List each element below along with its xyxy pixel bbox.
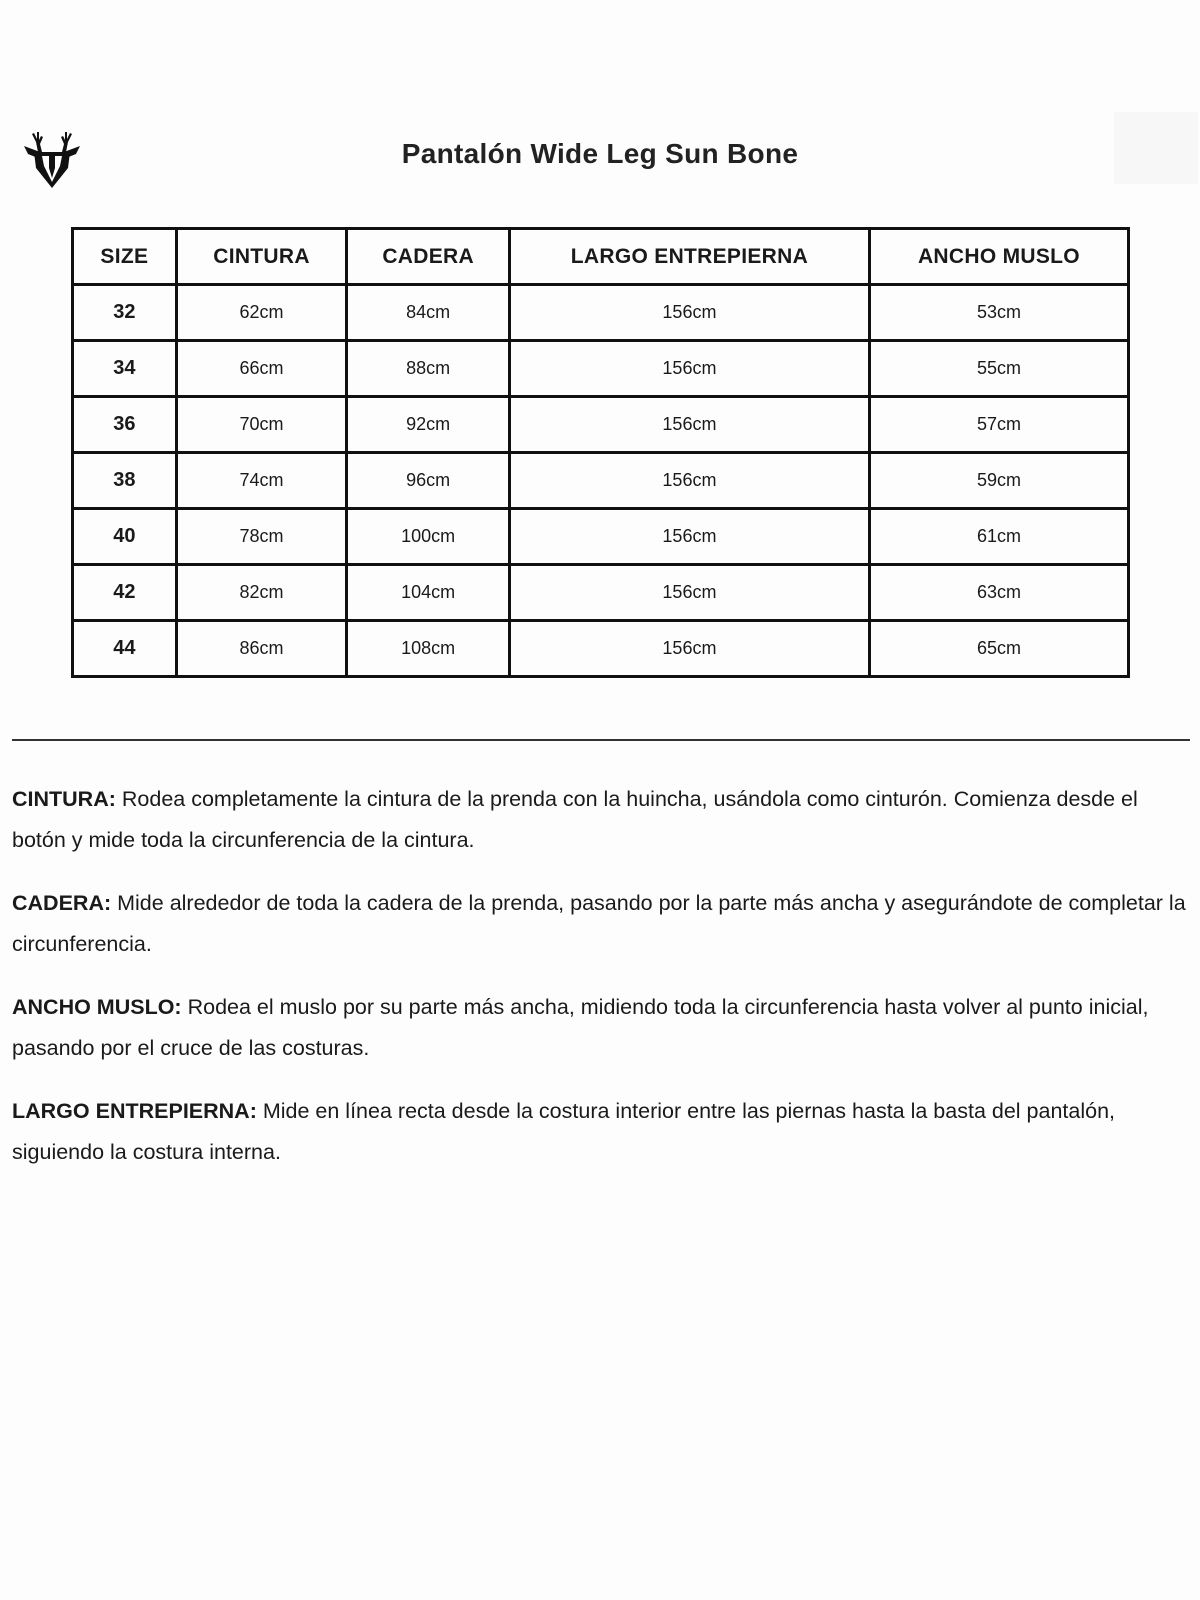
cintura-cell: 62cm — [176, 285, 347, 341]
size-cell: 44 — [73, 621, 177, 677]
cadera-cell: 92cm — [347, 397, 510, 453]
cintura-cell: 78cm — [176, 509, 347, 565]
table-row — [73, 621, 1129, 677]
size-cell: 40 — [73, 509, 177, 565]
table-row — [73, 565, 1129, 621]
size-cell: 38 — [73, 453, 177, 509]
largo-entrepierna-cell: 156cm — [509, 565, 869, 621]
column-header-largo-entrepierna: LARGO ENTREPIERNA — [509, 229, 869, 285]
cadera-cell: 84cm — [347, 285, 510, 341]
largo-entrepierna-cell: 156cm — [509, 285, 869, 341]
cadera-cell: 96cm — [347, 453, 510, 509]
table-row — [73, 453, 1129, 509]
guide-cadera — [12, 883, 1187, 965]
size-cell: 42 — [73, 565, 177, 621]
guide-term: CINTURA: — [12, 787, 116, 811]
table-row — [73, 341, 1129, 397]
cintura-cell: 66cm — [176, 341, 347, 397]
cadera-cell: 108cm — [347, 621, 510, 677]
largo-entrepierna-cell: 156cm — [509, 509, 869, 565]
cadera-cell: 88cm — [347, 341, 510, 397]
ancho-muslo-cell: 53cm — [869, 285, 1128, 341]
column-header-ancho-muslo: ANCHO MUSLO — [869, 229, 1128, 285]
page-title: Pantalón Wide Leg Sun Bone — [401, 138, 799, 169]
size-table — [71, 227, 1130, 678]
column-header-cadera: CADERA — [347, 229, 510, 285]
cintura-cell: 82cm — [176, 565, 347, 621]
guide-text: Mide alrededor de toda la cadera de la prenda, pasando por la parte más ancha y asegurándote de completar la circunferencia. — [12, 891, 1186, 956]
size-cell: 36 — [73, 397, 177, 453]
largo-entrepierna-cell: 156cm — [509, 341, 869, 397]
guide-term: ANCHO MUSLO: — [12, 995, 182, 1019]
largo-entrepierna-cell: 156cm — [509, 453, 869, 509]
guide-text: Rodea el muslo por su parte más ancha, midiendo toda la circunferencia hasta volver al punto inicial, pasando por el cruce de las costuras. — [12, 995, 1149, 1060]
table-header-row — [73, 229, 1129, 285]
ancho-muslo-cell: 61cm — [869, 509, 1128, 565]
largo-entrepierna-cell: 156cm — [509, 621, 869, 677]
ancho-muslo-cell: 59cm — [869, 453, 1128, 509]
guide-term: LARGO ENTREPIERNA: — [12, 1099, 257, 1123]
table-row — [73, 285, 1129, 341]
column-header-size: SIZE — [73, 229, 177, 285]
guide-term: CADERA: — [12, 891, 112, 915]
guide-largo-entrepierna — [12, 1091, 1187, 1173]
largo-entrepierna-cell: 156cm — [509, 397, 869, 453]
size-cell: 34 — [73, 341, 177, 397]
ancho-muslo-cell: 65cm — [869, 621, 1128, 677]
guide-text: Mide en línea recta desde la costura interior entre las piernas hasta la basta del pantalón, siguiendo la costura interna. — [12, 1099, 1116, 1164]
section-divider — [12, 739, 1190, 741]
cadera-cell: 100cm — [347, 509, 510, 565]
ancho-muslo-cell: 57cm — [869, 397, 1128, 453]
guide-text: Rodea completamente la cintura de la prenda con la huincha, usándola como cinturón. Comienza desde el botón y mide toda la circunferencia de la cintura. — [12, 787, 1138, 852]
cintura-cell: 86cm — [176, 621, 347, 677]
guide-cintura — [12, 779, 1187, 861]
table-row — [73, 397, 1129, 453]
column-header-cintura: CINTURA — [176, 229, 347, 285]
ancho-muslo-cell: 55cm — [869, 341, 1128, 397]
table-row — [73, 509, 1129, 565]
size-cell: 32 — [73, 285, 177, 341]
cintura-cell: 74cm — [176, 453, 347, 509]
cadera-cell: 104cm — [347, 565, 510, 621]
cintura-cell: 70cm — [176, 397, 347, 453]
ancho-muslo-cell: 63cm — [869, 565, 1128, 621]
guide-ancho-muslo — [12, 987, 1187, 1069]
